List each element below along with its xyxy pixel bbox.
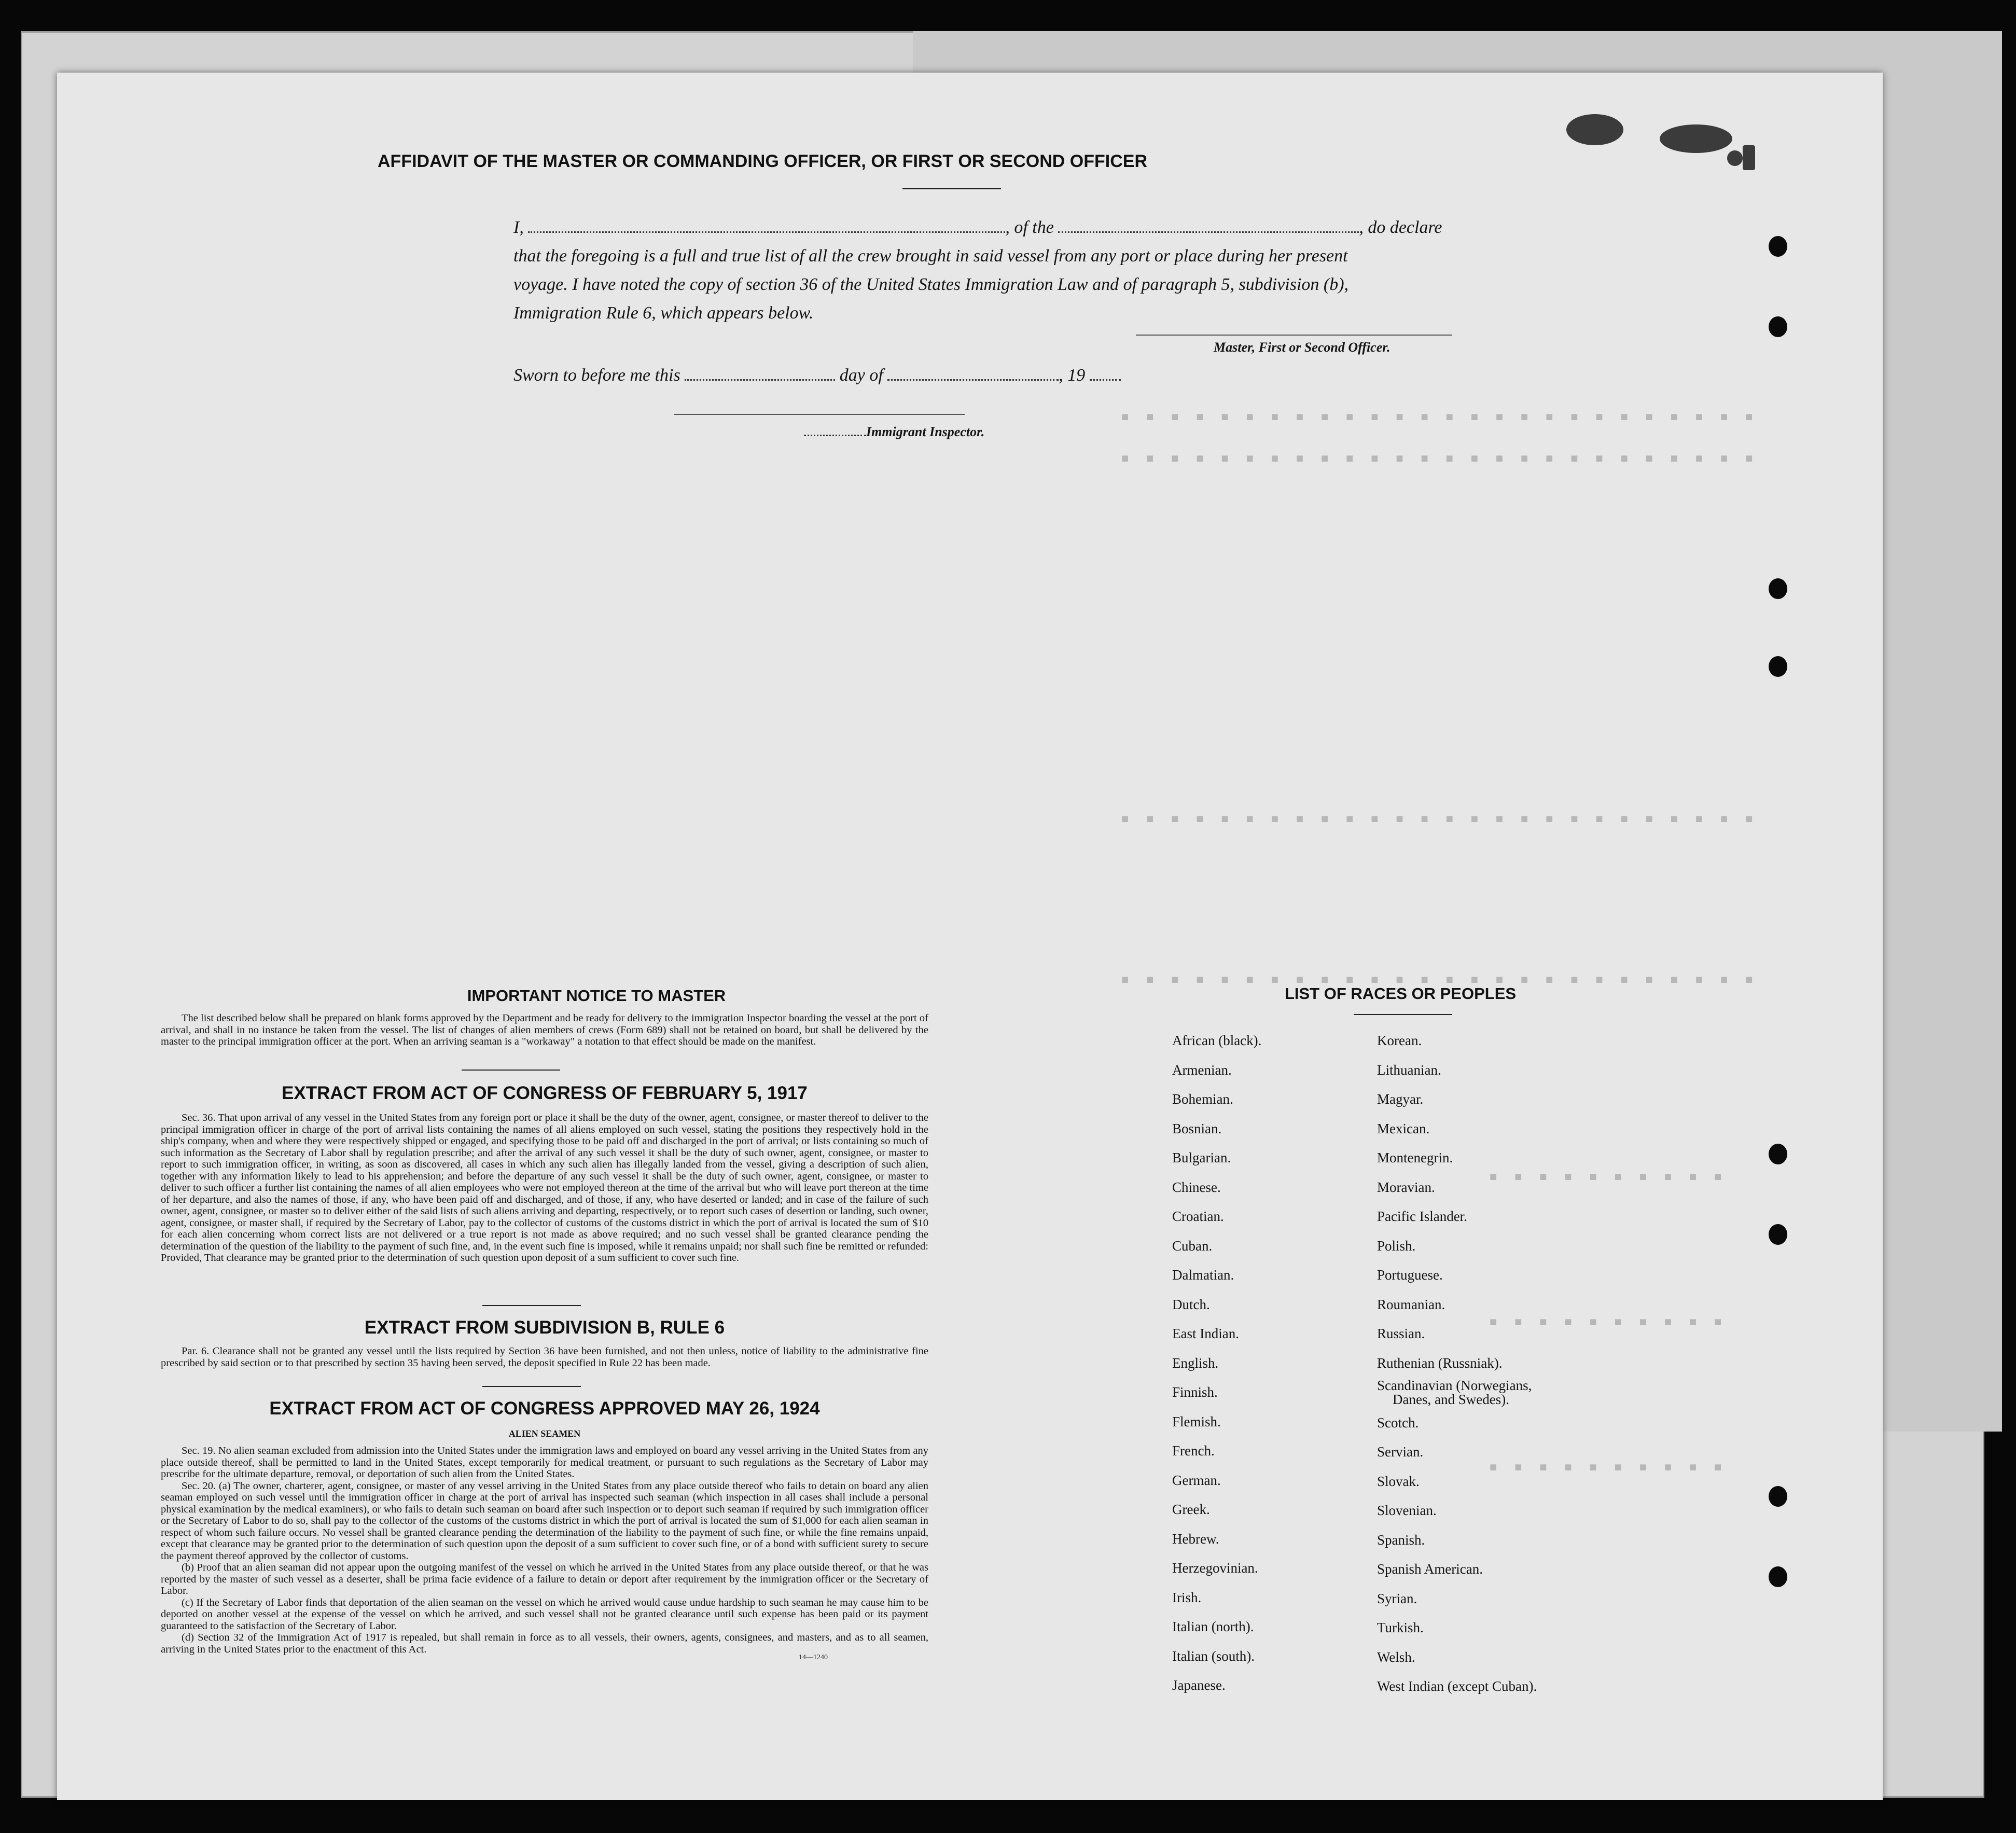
race-item: Bosnian. [1172,1120,1222,1136]
race-item: Hebrew. [1172,1531,1219,1547]
sworn-day-of: day of [839,366,883,385]
race-item: West Indian (except Cuban). [1377,1678,1537,1694]
race-item: Cuban. [1172,1238,1213,1254]
race-item: Finnish. [1172,1384,1218,1400]
bleed-through-marks: ▪ ▪ ▪ ▪ ▪ ▪ ▪ ▪ ▪ ▪ ▪ ▪ ▪ ▪ ▪ ▪ ▪ ▪ ▪ ▪ ▪ ▪ ▪ ▪ ▪ ▪ [1120,809,1757,827]
race-item: Armenian. [1172,1062,1232,1078]
sworn-line [513,366,1121,385]
race-item-continuation: Danes, and Swedes). [1393,1392,1509,1407]
race-item: Polish. [1377,1238,1416,1254]
ink-stain [1743,145,1755,170]
race-item: Magyar. [1377,1091,1424,1107]
extract-1924-body [161,1445,928,1655]
race-item: Welsh. [1377,1649,1415,1665]
declaration-line-3: voyage. I have noted the copy of section 36 of the United States Immigration Law and of paragraph 5, subdivision (b), [513,275,1349,294]
form-number: 14—1240 [799,1654,828,1661]
race-item: Moravian. [1377,1179,1435,1195]
race-item: Roumanian. [1377,1296,1445,1312]
race-item: Herzegovinian. [1172,1560,1258,1576]
sec-20-b-paragraph: (b) Proof that an alien seaman did not appear upon the outgoing manifest of the vessel on which he arrived in the United States from any place outside thereof, or that he was reported by the master of such vessel as a deserter, shall be prima facie evidence of a failure to detain or deport after requirement by the immigration officer or the Secretary of Labor. [161,1562,928,1596]
declaration-line-2: that the foregoing is a full and true list of all the crew brought in said vessel from any port or place during her present [513,246,1348,266]
sworn-text: Sworn to before me this [513,366,680,385]
extract-1924-title: EXTRACT FROM ACT OF CONGRESS APPROVED MAY 26, 1924 [269,1398,820,1419]
bleed-through-marks: ▪ ▪ ▪ ▪ ▪ ▪ ▪ ▪ ▪ ▪ ▪ ▪ ▪ ▪ ▪ ▪ ▪ ▪ ▪ ▪ ▪ ▪ ▪ ▪ ▪ ▪ [1120,449,1757,467]
rule-6-body [161,1345,928,1369]
par-6-paragraph: Par. 6. Clearance shall not be granted any vessel until the lists required by Section 36 have been furnished, and not then unless, notice of liability to the administrative fine prescribed by said section or to that prescribed by section 35 having been served, the deposit specified in Rule 22 has been made. [161,1345,928,1369]
races-right-column [1377,1026,1537,1701]
race-item: Montenegrin. [1377,1150,1453,1165]
declaration-of-the: , of the [1005,218,1054,237]
race-item: Croatian. [1172,1209,1224,1224]
sworn-year-prefix: , 19 [1059,366,1086,385]
ink-stain [1566,114,1623,145]
race-item: East Indian. [1172,1326,1239,1341]
extract-1917-title: EXTRACT FROM ACT OF CONGRESS OF FEBRUARY 5, 1917 [282,1083,808,1103]
title-rule [902,188,1001,189]
race-item: Ruthenian (Russniak). [1377,1355,1503,1371]
race-item: Mexican. [1377,1120,1430,1136]
sec-20-d-paragraph: (d) Section 32 of the Immigration Act of 1917 is repealed, but shall remain in force as to all vessels, their owners, agents, consignees, and masters, and as to all seamen, arriving in the United States prior to the enactment of this Act. [161,1632,928,1655]
race-item: Korean. [1377,1033,1422,1048]
race-item: Dutch. [1172,1296,1210,1312]
bleed-through-marks: ▪ ▪ ▪ ▪ ▪ ▪ ▪ ▪ ▪ ▪ ▪ ▪ ▪ ▪ ▪ ▪ ▪ ▪ ▪ ▪ ▪ ▪ ▪ ▪ ▪ ▪ [1120,970,1757,988]
race-item: Greek. [1172,1502,1210,1517]
races-title: LIST OF RACES OR PEOPLES [1284,984,1517,1003]
race-item: African (black). [1172,1033,1262,1048]
race-item: Flemish. [1172,1413,1221,1429]
sec-20-c-paragraph: (c) If the Secretary of Labor finds that deportation of the alien seaman on the vessel on which he arrived would cause undue hardship to such seaman he may cause him to be deported on another vessel at the expense of the vessel on which he arrived, and such vessel shall not be granted clearance until such expense has been paid or its payment guaranteed to the satisfaction of the Secretary of Labor. [161,1596,928,1632]
binder-hole [1769,316,1787,337]
notice-paragraph: The list described below shall be prepared on blank forms approved by the Department and be ready for delivery to the immigration Inspector boarding the vessel at the port of arrival, and shall in no instance be taken from the vessel. The list of changes of alien members of crews (Form 689) shall not be retained on board, but shall be delivered by the master to the principal immigration officer at the port. When an arriving seaman is a "workaway" a notation to that effect should be made on the manifest. [161,1012,928,1047]
race-item: Slovenian. [1377,1503,1437,1518]
binder-hole [1769,578,1787,599]
race-item: Japanese. [1172,1677,1226,1693]
race-item: Scotch. [1377,1414,1419,1431]
document-page [57,73,1883,1800]
race-item: Russian. [1377,1326,1425,1341]
race-item: Italian (north). [1172,1619,1254,1634]
race-item: Turkish. [1377,1620,1424,1635]
sec-20-a-paragraph: Sec. 20. (a) The owner, charterer, agent, consignee, or master of any vessel arriving in the United States from any place outside thereof who fails to detain on board any alien seaman employed on such vessel until the immigration officer in charge at the port of arrival has inspected such seaman (which inspection in all cases shall include a personal physical examination by the medical examiners), or who fails to detain such seaman on board after such inspection or to deport such seaman if required by such immigration officer or the Secretary of Labor to do so, shall pay to the collector of the customs of the customs district in which the port of arrival is located the sum of $1,000 for each alien seaman in respect of whom such failure occurs. No vessel shall be granted clearance pending the determination of the liability to the payment of such fine, or while the fine remains unpaid, except that clearance may be granted prior to the determination of such question upon the deposit of a sum sufficient to cover such fine, or of a bond with sufficient surety to secure the payment thereof approved by the collector of customs. [161,1480,928,1562]
inspector-blank[interactable] [804,425,866,436]
sworn-month-blank[interactable] [887,366,1059,381]
race-item: Irish. [1172,1589,1202,1605]
binder-hole [1769,1144,1787,1164]
ink-stain [1727,150,1743,166]
signature-label: Master, First or Second Officer. [1214,340,1391,355]
race-item: Slovak. [1377,1473,1420,1489]
race-item: German. [1172,1472,1221,1488]
alien-seamen-subtitle: ALIEN SEAMEN [508,1428,581,1439]
race-item: Chinese. [1172,1179,1221,1195]
race-item: Italian (south). [1172,1648,1255,1664]
bleed-through-marks: ▪ ▪ ▪ ▪ ▪ ▪ ▪ ▪ ▪ ▪ [1489,1312,1726,1330]
race-item: Bohemian. [1172,1091,1233,1107]
binder-hole [1769,656,1787,677]
bleed-through-marks: ▪ ▪ ▪ ▪ ▪ ▪ ▪ ▪ ▪ ▪ [1489,1167,1726,1185]
race-item: Servian. [1377,1444,1424,1460]
race-item: Lithuanian. [1377,1062,1441,1078]
affidavit-title: AFFIDAVIT OF THE MASTER OR COMMANDING OFFICER, OR FIRST OR SECOND OFFICER [378,151,1147,171]
inspector-label-line [804,424,984,440]
ink-stain [1660,124,1732,153]
race-item: Spanish American. [1377,1561,1483,1577]
bleed-through-marks: ▪ ▪ ▪ ▪ ▪ ▪ ▪ ▪ ▪ ▪ [1489,1457,1726,1476]
race-item: Spanish. [1377,1532,1425,1548]
binder-hole [1769,236,1787,257]
section-36-paragraph: Sec. 36. That upon arrival of any vessel in the United States from any foreign port or place it shall be the duty of the owner, agent, consignee, or master thereof to deliver to the principal immigration officer in charge of the port of arrival lists containing the names of all aliens employed on such vessel, stating the positions they respectively hold in the ship's company, when and where they were respectively shipped or engaged, and specifying those to be paid off and discharged in the port of arrival; or lists containing so much of such information as the Secretary of Labor shall by regulation prescribe; and after the arrival of any such vessel it shall be the duty of such owner, agent, consignee, or master to report to such immigration officer, in writing, as soon as discovered, all cases in which any such alien has illegally landed from the vessel, giving a description of such alien, together with any information likely to lead to his apprehension; and before the departure of any such vessel it shall be the duty of such owner, agent, consignee, or master to deliver to such officer a further list containing the names of all alien employees who were not employed thereon at the time of the arrival but who will leave port thereon at the time of her departure, and also the names of those, if any, who have been paid off and discharged, and of those, if any, who have deserted or landed; and in case of the failure of such owner, agent, consignee, or master so to deliver either of the said lists of such aliens arriving and departing, respectively, or to report such cases of desertion or landing, such owner, agent, consignee, or master shall, if required by the Secretary of Labor, pay to the collector of customs of the customs district in which the port of arrival is located the sum of $10 for each alien concerning whom correct lists are not delivered or a true report is not made as above required; and no such vessel shall be granted clearance pending the determination of the question of the liability to the payment of such fine, and, in the event such fine is imposed, while it remains unpaid; nor shall such fine be remitted or refunded: Provided, That clearance may be granted prior to the determination of such question upon deposit of a sum sufficient to cover such fine. [161,1112,928,1263]
signature-line[interactable] [1136,335,1452,336]
vessel-blank[interactable] [1058,218,1359,233]
race-item: Pacific Islander. [1377,1209,1467,1224]
declaration-i: I, [513,218,524,237]
rule-6-title: EXTRACT FROM SUBDIVISION B, RULE 6 [364,1317,725,1338]
race-item: Syrian. [1377,1590,1417,1606]
race-item: Scandinavian (Norwegians, [1377,1378,1532,1393]
race-item-multiline [1377,1378,1537,1408]
race-item: English. [1172,1355,1219,1371]
race-item: Dalmatian. [1172,1267,1234,1283]
race-item: Bulgarian. [1172,1150,1231,1165]
binder-hole [1769,1566,1787,1587]
inspector-label: Immigrant Inspector. [866,424,985,439]
race-item: Portuguese. [1377,1267,1443,1283]
binder-hole [1769,1486,1787,1507]
declaration-line-1 [513,218,1442,238]
inspector-signature-line[interactable] [674,414,965,415]
section-rule [482,1305,581,1306]
sworn-year-blank[interactable] [1090,366,1121,381]
sec-19-paragraph: Sec. 19. No alien seaman excluded from admission into the United States under the immigration laws and employed on board any vessel arriving in the United States from any place outside thereof, shall be permitted to land in the United States, except temporarily for medical treatment, or pursuant to such regulations as the Secretary of Labor may prescribe for the ultimate departure, removal, or deportation of such alien from the United States. [161,1445,928,1480]
declaration-do-declare: , do declare [1359,218,1442,237]
binder-hole [1769,1224,1787,1245]
section-rule [482,1386,581,1387]
section-rule [462,1070,560,1071]
bleed-through-marks: ▪ ▪ ▪ ▪ ▪ ▪ ▪ ▪ ▪ ▪ ▪ ▪ ▪ ▪ ▪ ▪ ▪ ▪ ▪ ▪ ▪ ▪ ▪ ▪ ▪ ▪ [1120,407,1757,425]
notice-body [161,1012,928,1048]
notice-title: IMPORTANT NOTICE TO MASTER [467,987,726,1005]
races-left-column [1172,1026,1261,1700]
sworn-day-blank[interactable] [685,366,835,381]
declaration-line-4: Immigration Rule 6, which appears below. [513,303,814,323]
race-item: French. [1172,1443,1215,1459]
extract-1917-body [161,1112,928,1264]
name-blank[interactable] [528,218,1005,233]
races-rule [1354,1014,1452,1015]
